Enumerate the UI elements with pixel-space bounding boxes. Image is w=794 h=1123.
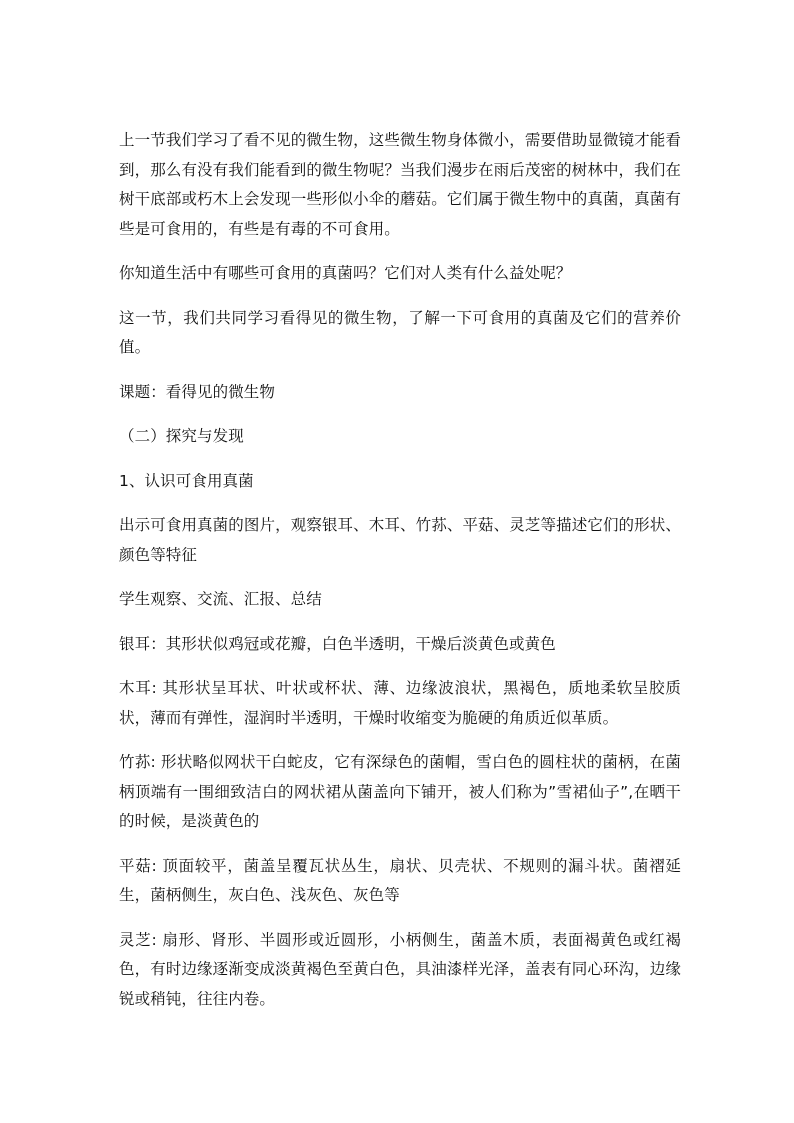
section-heading: （二）探究与发现 xyxy=(119,427,244,445)
intro-paragraph: 上一节我们学习了看不见的微生物，这些微生物身体微小，需要借助显微镜才能看到，那么有没有我们能看到的微生物呢？当我们漫步在雨后茂密的树林中，我们在树干底部或朽木上会发现一些形似小伞的蘑菇。它们属于微生物中的真菌，真菌有些是可食用的，有些是有毒的不可食用。 xyxy=(119,131,681,238)
wood-ear-description: 木耳: 其形状呈耳状、叶状或杯状、薄、边缘波浪状，黑褐色，质地柔软呈胶质状，薄而有弹性，湿润时半透明，干燥时收缩变为脆硬的角质近似革质。 xyxy=(119,679,681,727)
student-activity-paragraph: 学生观察、交流、汇报、总结 xyxy=(119,590,322,608)
document-body xyxy=(119,126,681,1029)
bamboo-fungus-description: 竹荪: 形状略似网状干白蛇皮，它有深绿色的菌帽，雪白色的圆柱状的菌柄，在菌柄顶端有一围细致洁白的网状裙从菌盖向下铺开，被人们称为”雪裙仙子”,在晒干的时候，是淡黄色的 xyxy=(119,753,681,830)
tremella-description: 银耳：其形状似鸡冠或花瓣，白色半透明，干燥后淡黄色或黄色 xyxy=(119,634,556,653)
subsection-heading: 1、认识可食用真菌 xyxy=(119,471,254,490)
question-paragraph: 你知道生活中有哪些可食用的真菌吗？它们对人类有什么益处呢？ xyxy=(119,264,572,282)
ganoderma-description: 灵芝: 扇形、肾形、半圆形或近圆形，小柄侧生，菌盖木质，表面褐黄色或红褐色，有时边缘逐渐变成淡黄褐色至黄白色，具油漆样光泽，盖表有同心环沟，边缘锐或稍钝，往往内卷。 xyxy=(119,930,681,1008)
activity-paragraph: 出示可食用真菌的图片，观察银耳、木耳、竹荪、平菇、灵芝等描述它们的形状、颜色等特征 xyxy=(119,516,681,564)
lesson-intro-paragraph: 这一节，我们共同学习看得见的微生物，了解一下可食用的真菌及它们的营养价值。 xyxy=(119,308,681,356)
lesson-title: 课题：看得见的微生物 xyxy=(119,382,276,401)
oyster-mushroom-description: 平菇: 顶面较平，菌盖呈覆瓦状丛生，扇状、贝壳状、不规则的漏斗状。菌褶延生，菌柄侧生，灰白色、浅灰色、灰色等 xyxy=(119,856,681,904)
